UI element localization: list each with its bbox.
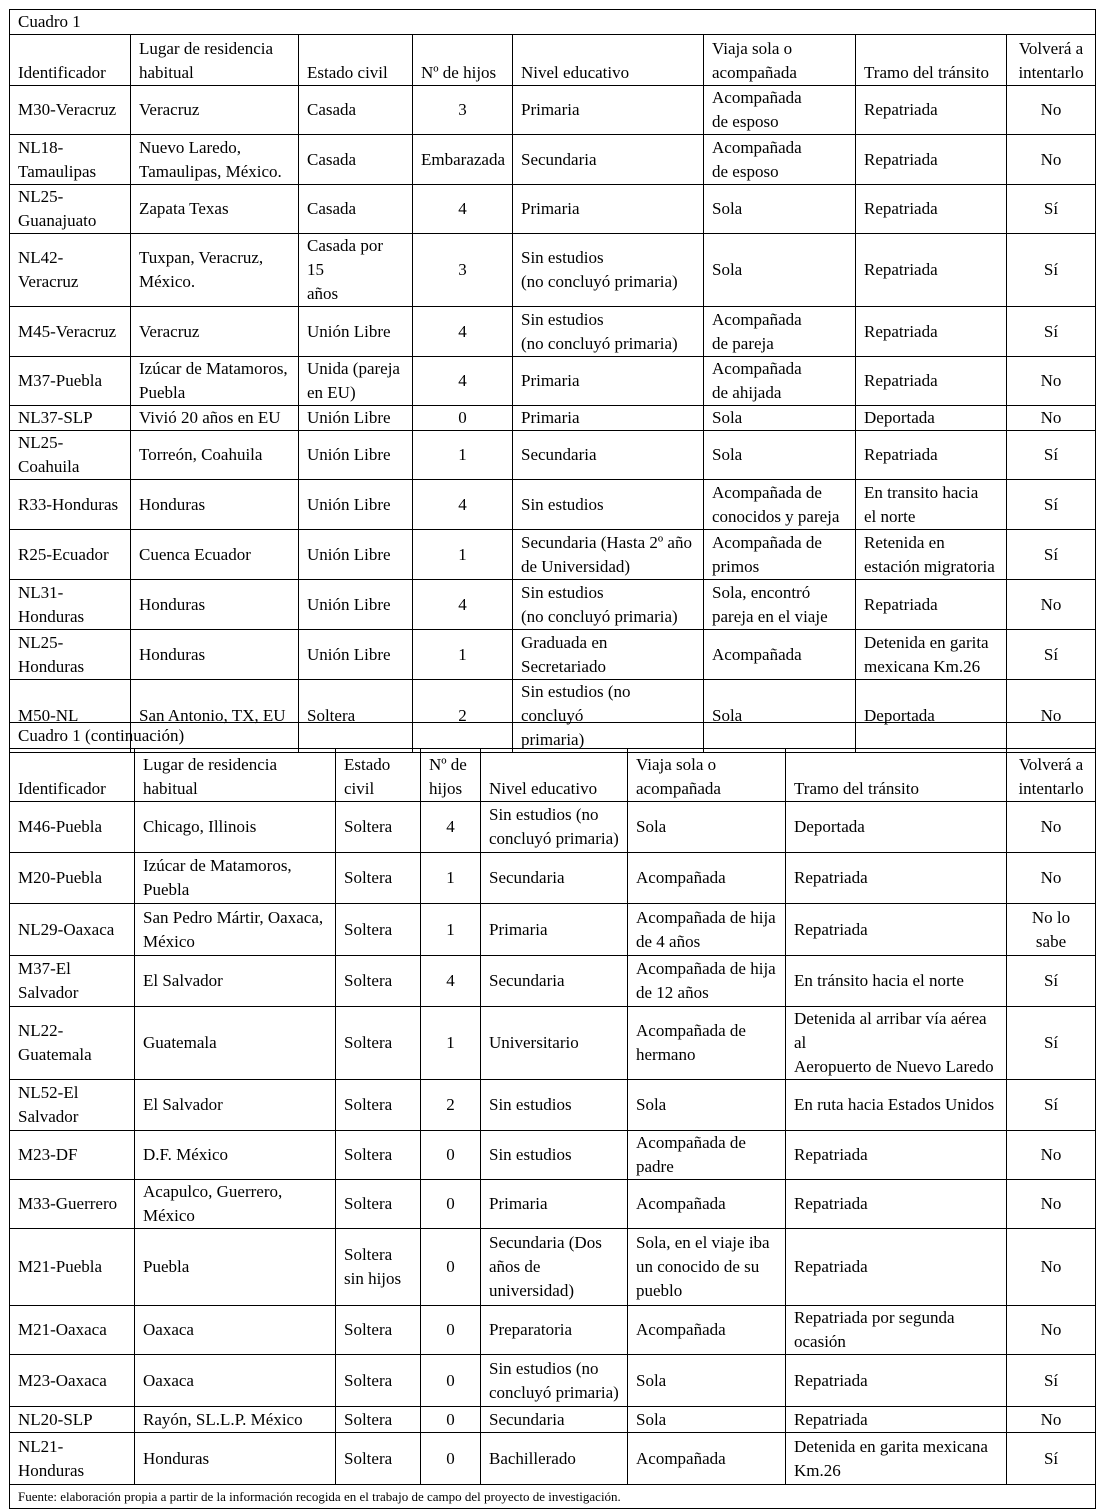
cell-num-hijos: 1 bbox=[413, 431, 513, 480]
cell-lugar-residencia: Acapulco, Guerrero, México bbox=[135, 1180, 336, 1229]
cell-nivel-educativo: Secundaria bbox=[481, 853, 628, 904]
cell-estado-civil: Soltera bbox=[336, 1306, 421, 1355]
table-row bbox=[10, 1080, 1096, 1131]
footnote: Fuente: elaboración propia a partir de la información recogida en el trabajo de campo del proyecto de investigación. bbox=[10, 1485, 1096, 1509]
header-tramo-transito: Tramo del tránsito bbox=[856, 35, 1007, 86]
cell-nivel-educativo: Sin estudios bbox=[481, 1131, 628, 1180]
cell-volvera-intentarlo: No bbox=[1007, 680, 1096, 753]
cell-volvera-intentarlo: No bbox=[1007, 406, 1096, 431]
cell-tramo-transito: Repatriada por segunda ocasión bbox=[786, 1306, 1007, 1355]
cell-tramo-transito: En transito hacia el norte bbox=[856, 480, 1007, 530]
cell-identificador: NL25- Guanajuato bbox=[10, 185, 131, 234]
cell-estado-civil: Unión Libre bbox=[299, 431, 413, 480]
table-row bbox=[10, 1229, 1096, 1306]
cell-lugar-residencia: Vivió 20 años en EU bbox=[131, 406, 299, 431]
cell-lugar-residencia: Chicago, Illinois bbox=[135, 802, 336, 853]
cell-num-hijos: 4 bbox=[413, 185, 513, 234]
header-estado-civil: Estado civil bbox=[336, 749, 421, 802]
cell-estado-civil: Soltera bbox=[336, 956, 421, 1007]
cell-identificador: M30-Veracruz bbox=[10, 86, 131, 135]
cell-tramo-transito: Deportada bbox=[786, 802, 1007, 853]
cell-volvera-intentarlo: No lo sabe bbox=[1007, 904, 1096, 956]
cell-viaja-sola-acompanada: Sola bbox=[628, 1080, 786, 1131]
cell-identificador: M23-DF bbox=[10, 1131, 135, 1180]
cell-nivel-educativo: Preparatoria bbox=[481, 1306, 628, 1355]
cell-viaja-sola-acompanada: Acompañada de padre bbox=[628, 1131, 786, 1180]
cell-viaja-sola-acompanada: Acompañada de hija de 4 años bbox=[628, 904, 786, 956]
cell-volvera-intentarlo: Sí bbox=[1007, 1433, 1096, 1485]
cell-tramo-transito: Repatriada bbox=[856, 135, 1007, 185]
cell-viaja-sola-acompanada: Acompañada de hija de 12 años bbox=[628, 956, 786, 1007]
cell-tramo-transito: Repatriada bbox=[856, 86, 1007, 135]
cell-lugar-residencia: Cuenca Ecuador bbox=[131, 530, 299, 580]
cell-volvera-intentarlo: Sí bbox=[1007, 1080, 1096, 1131]
cell-nivel-educativo: Secundaria bbox=[513, 431, 704, 480]
cell-lugar-residencia: Honduras bbox=[131, 580, 299, 630]
cell-lugar-residencia: Oaxaca bbox=[135, 1355, 336, 1407]
cell-nivel-educativo: Secundaria (Dos años de universidad) bbox=[481, 1229, 628, 1306]
cell-viaja-sola-acompanada: Acompañada bbox=[704, 630, 856, 680]
cell-estado-civil: Soltera bbox=[336, 1355, 421, 1407]
cell-viaja-sola-acompanada: Acompañada de primos bbox=[704, 530, 856, 580]
cell-volvera-intentarlo: No bbox=[1007, 1229, 1096, 1306]
cell-tramo-transito: En tránsito hacia el norte bbox=[786, 956, 1007, 1007]
table-title: Cuadro 1 bbox=[10, 10, 1096, 35]
cell-num-hijos: 0 bbox=[421, 1306, 481, 1355]
cell-identificador: M21-Oaxaca bbox=[10, 1306, 135, 1355]
cell-nivel-educativo: Sin estudios (no concluyó primaria) bbox=[513, 680, 704, 753]
table-row bbox=[10, 1355, 1096, 1407]
cuadro-1-continuacion-table bbox=[9, 722, 1096, 1509]
cell-estado-civil: Unión Libre bbox=[299, 630, 413, 680]
table-row bbox=[10, 1131, 1096, 1180]
cell-num-hijos: 2 bbox=[413, 680, 513, 753]
cell-viaja-sola-acompanada: Acompañada bbox=[628, 1180, 786, 1229]
cell-num-hijos: 4 bbox=[421, 956, 481, 1007]
cell-viaja-sola-acompanada: Sola bbox=[628, 1407, 786, 1433]
cell-identificador: M50-NL bbox=[10, 680, 131, 753]
table-row bbox=[10, 904, 1096, 956]
header-row bbox=[10, 749, 1096, 802]
cell-volvera-intentarlo: Sí bbox=[1007, 1355, 1096, 1407]
cell-identificador: M37-Puebla bbox=[10, 357, 131, 406]
cell-identificador: M20-Puebla bbox=[10, 853, 135, 904]
header-estado-civil: Estado civil bbox=[299, 35, 413, 86]
header-tramo-transito: Tramo del tránsito bbox=[786, 749, 1007, 802]
cell-nivel-educativo: Sin estudios (no concluyó primaria) bbox=[481, 802, 628, 853]
cell-viaja-sola-acompanada: Sola, encontró pareja en el viaje bbox=[704, 580, 856, 630]
cell-estado-civil: Casada por 15 años bbox=[299, 234, 413, 307]
cell-nivel-educativo: Secundaria bbox=[481, 1407, 628, 1433]
table-row bbox=[10, 630, 1096, 680]
cell-nivel-educativo: Primaria bbox=[513, 185, 704, 234]
cell-estado-civil: Soltera bbox=[336, 904, 421, 956]
cell-viaja-sola-acompanada: Sola bbox=[704, 406, 856, 431]
header-num-hijos: Nº de hijos bbox=[421, 749, 481, 802]
cell-viaja-sola-acompanada: Acompañada bbox=[628, 853, 786, 904]
cell-num-hijos: 3 bbox=[413, 86, 513, 135]
cell-viaja-sola-acompanada: Acompañada de ahijada bbox=[704, 357, 856, 406]
cell-nivel-educativo: Sin estudios bbox=[513, 480, 704, 530]
table-row bbox=[10, 1306, 1096, 1355]
header-volvera-intentarlo: Volverá a intentarlo bbox=[1007, 35, 1096, 86]
table-row bbox=[10, 1433, 1096, 1485]
cell-viaja-sola-acompanada: Sola bbox=[628, 802, 786, 853]
cell-identificador: M33-Guerrero bbox=[10, 1180, 135, 1229]
cell-estado-civil: Soltera bbox=[336, 1433, 421, 1485]
table-row bbox=[10, 1407, 1096, 1433]
cell-lugar-residencia: Torreón, Coahuila bbox=[131, 431, 299, 480]
cell-volvera-intentarlo: Sí bbox=[1007, 630, 1096, 680]
cell-num-hijos: 4 bbox=[413, 357, 513, 406]
cell-tramo-transito: Repatriada bbox=[786, 1407, 1007, 1433]
cell-identificador: M23-Oaxaca bbox=[10, 1355, 135, 1407]
table-row bbox=[10, 480, 1096, 530]
cell-identificador: M46-Puebla bbox=[10, 802, 135, 853]
header-identificador: Identificador bbox=[10, 749, 135, 802]
cell-lugar-residencia: Puebla bbox=[135, 1229, 336, 1306]
cell-lugar-residencia: Zapata Texas bbox=[131, 185, 299, 234]
cell-volvera-intentarlo: Sí bbox=[1007, 234, 1096, 307]
header-row bbox=[10, 35, 1096, 86]
cell-volvera-intentarlo: No bbox=[1007, 580, 1096, 630]
cell-nivel-educativo: Primaria bbox=[513, 86, 704, 135]
cell-estado-civil: Soltera bbox=[336, 853, 421, 904]
cell-viaja-sola-acompanada: Sola bbox=[704, 431, 856, 480]
cell-num-hijos: 1 bbox=[421, 1007, 481, 1080]
header-nivel-educativo: Nivel educativo bbox=[513, 35, 704, 86]
table-row bbox=[10, 86, 1096, 135]
cell-tramo-transito: Repatriada bbox=[786, 853, 1007, 904]
cell-estado-civil: Unión Libre bbox=[299, 530, 413, 580]
cell-num-hijos: 2 bbox=[421, 1080, 481, 1131]
cell-nivel-educativo: Primaria bbox=[481, 1180, 628, 1229]
header-viaja-sola-acompanada: Viaja sola o acompañada bbox=[628, 749, 786, 802]
cell-volvera-intentarlo: No bbox=[1007, 86, 1096, 135]
table-row bbox=[10, 431, 1096, 480]
cell-identificador: NL21-Honduras bbox=[10, 1433, 135, 1485]
cell-volvera-intentarlo: No bbox=[1007, 135, 1096, 185]
cell-identificador: NL18- Tamaulipas bbox=[10, 135, 131, 185]
cell-num-hijos: 4 bbox=[413, 480, 513, 530]
cell-viaja-sola-acompanada: Sola bbox=[704, 234, 856, 307]
cell-volvera-intentarlo: No bbox=[1007, 1131, 1096, 1180]
cell-lugar-residencia: El Salvador bbox=[135, 956, 336, 1007]
cell-lugar-residencia: San Antonio, TX, EU bbox=[131, 680, 299, 753]
header-lugar-residencia: Lugar de residencia habitual bbox=[131, 35, 299, 86]
cell-num-hijos: 1 bbox=[413, 630, 513, 680]
cell-nivel-educativo: Sin estudios (no concluyó primaria) bbox=[513, 580, 704, 630]
cell-volvera-intentarlo: No bbox=[1007, 802, 1096, 853]
cell-estado-civil: Unida (pareja en EU) bbox=[299, 357, 413, 406]
cell-lugar-residencia: Veracruz bbox=[131, 86, 299, 135]
cell-volvera-intentarlo: No bbox=[1007, 1180, 1096, 1229]
table-row bbox=[10, 135, 1096, 185]
cell-lugar-residencia: Veracruz bbox=[131, 307, 299, 357]
cell-nivel-educativo: Graduada en Secretariado bbox=[513, 630, 704, 680]
cell-num-hijos: 4 bbox=[413, 307, 513, 357]
cell-nivel-educativo: Primaria bbox=[481, 904, 628, 956]
cell-num-hijos: 0 bbox=[421, 1229, 481, 1306]
table-row bbox=[10, 802, 1096, 853]
cell-lugar-residencia: Nuevo Laredo, Tamaulipas, México. bbox=[131, 135, 299, 185]
cell-identificador: NL22- Guatemala bbox=[10, 1007, 135, 1080]
table-title-row bbox=[10, 723, 1096, 749]
cell-tramo-transito: En ruta hacia Estados Unidos bbox=[786, 1080, 1007, 1131]
cell-num-hijos: 1 bbox=[421, 904, 481, 956]
cell-volvera-intentarlo: No bbox=[1007, 1306, 1096, 1355]
cell-nivel-educativo: Bachillerado bbox=[481, 1433, 628, 1485]
cell-tramo-transito: Repatriada bbox=[856, 307, 1007, 357]
cell-identificador: NL20-SLP bbox=[10, 1407, 135, 1433]
cell-estado-civil: Unión Libre bbox=[299, 406, 413, 431]
cell-identificador: M45-Veracruz bbox=[10, 307, 131, 357]
cell-lugar-residencia: Tuxpan, Veracruz, México. bbox=[131, 234, 299, 307]
cell-identificador: R33-Honduras bbox=[10, 480, 131, 530]
cell-viaja-sola-acompanada: Acompañada de conocidos y pareja bbox=[704, 480, 856, 530]
cell-tramo-transito: Deportada bbox=[856, 406, 1007, 431]
cell-estado-civil: Soltera bbox=[336, 1080, 421, 1131]
cell-lugar-residencia: Izúcar de Matamoros, Puebla bbox=[135, 853, 336, 904]
cell-viaja-sola-acompanada: Acompañada de esposo bbox=[704, 86, 856, 135]
cell-viaja-sola-acompanada: Sola bbox=[704, 185, 856, 234]
table-row bbox=[10, 956, 1096, 1007]
cell-num-hijos: 0 bbox=[421, 1407, 481, 1433]
table-row bbox=[10, 406, 1096, 431]
cell-tramo-transito: Repatriada bbox=[786, 1180, 1007, 1229]
cell-viaja-sola-acompanada: Acompañada bbox=[628, 1306, 786, 1355]
cell-volvera-intentarlo: No bbox=[1007, 1407, 1096, 1433]
cell-identificador: NL25-Coahuila bbox=[10, 431, 131, 480]
cell-lugar-residencia: Honduras bbox=[131, 630, 299, 680]
cell-volvera-intentarlo: Sí bbox=[1007, 956, 1096, 1007]
cell-volvera-intentarlo: No bbox=[1007, 357, 1096, 406]
cell-estado-civil: Unión Libre bbox=[299, 580, 413, 630]
cell-tramo-transito: Repatriada bbox=[856, 185, 1007, 234]
cell-tramo-transito: Detenida al arribar vía aérea al Aeropuerto de Nuevo Laredo bbox=[786, 1007, 1007, 1080]
cell-lugar-residencia: Honduras bbox=[131, 480, 299, 530]
cell-viaja-sola-acompanada: Acompañada de pareja bbox=[704, 307, 856, 357]
cell-lugar-residencia: El Salvador bbox=[135, 1080, 336, 1131]
cell-tramo-transito: Repatriada bbox=[786, 1229, 1007, 1306]
table-row bbox=[10, 357, 1096, 406]
cell-nivel-educativo: Sin estudios (no concluyó primaria) bbox=[513, 234, 704, 307]
cell-volvera-intentarlo: Sí bbox=[1007, 307, 1096, 357]
table-row bbox=[10, 530, 1096, 580]
cell-lugar-residencia: Oaxaca bbox=[135, 1306, 336, 1355]
cell-viaja-sola-acompanada: Acompañada bbox=[628, 1433, 786, 1485]
cell-lugar-residencia: D.F. México bbox=[135, 1131, 336, 1180]
cell-nivel-educativo: Secundaria bbox=[481, 956, 628, 1007]
cell-viaja-sola-acompanada: Acompañada de esposo bbox=[704, 135, 856, 185]
cell-nivel-educativo: Primaria bbox=[513, 406, 704, 431]
cell-estado-civil: Soltera bbox=[299, 680, 413, 753]
cell-num-hijos: 0 bbox=[421, 1131, 481, 1180]
cell-estado-civil: Casada bbox=[299, 185, 413, 234]
cell-identificador: NL31- Honduras bbox=[10, 580, 131, 630]
header-viaja-sola-acompanada: Viaja sola o acompañada bbox=[704, 35, 856, 86]
cell-nivel-educativo: Sin estudios bbox=[481, 1080, 628, 1131]
cell-identificador: M21-Puebla bbox=[10, 1229, 135, 1306]
header-identificador: Identificador bbox=[10, 35, 131, 86]
cell-volvera-intentarlo: Sí bbox=[1007, 1007, 1096, 1080]
cell-num-hijos: 0 bbox=[421, 1180, 481, 1229]
cell-nivel-educativo: Primaria bbox=[513, 357, 704, 406]
cell-viaja-sola-acompanada: Sola bbox=[704, 680, 856, 753]
cell-nivel-educativo: Secundaria bbox=[513, 135, 704, 185]
cell-identificador: NL25- Honduras bbox=[10, 630, 131, 680]
table-row bbox=[10, 307, 1096, 357]
cell-tramo-transito: Retenida en estación migratoria bbox=[856, 530, 1007, 580]
cell-volvera-intentarlo: Sí bbox=[1007, 185, 1096, 234]
table-row bbox=[10, 1007, 1096, 1080]
cell-tramo-transito: Repatriada bbox=[786, 1355, 1007, 1407]
cell-tramo-transito: Repatriada bbox=[856, 580, 1007, 630]
table-row bbox=[10, 853, 1096, 904]
cell-nivel-educativo: Universitario bbox=[481, 1007, 628, 1080]
cell-estado-civil: Unión Libre bbox=[299, 480, 413, 530]
cell-num-hijos: 1 bbox=[421, 853, 481, 904]
cell-num-hijos: 4 bbox=[413, 580, 513, 630]
cell-estado-civil: Soltera bbox=[336, 1131, 421, 1180]
table-row bbox=[10, 185, 1096, 234]
header-volvera-intentarlo: Volverá a intentarlo bbox=[1007, 749, 1096, 802]
cell-lugar-residencia: Rayón, SL.L.P. México bbox=[135, 1407, 336, 1433]
cell-num-hijos: 0 bbox=[413, 406, 513, 431]
cell-estado-civil: Unión Libre bbox=[299, 307, 413, 357]
cell-num-hijos: Embarazada bbox=[413, 135, 513, 185]
table-title-row bbox=[10, 10, 1096, 35]
cell-estado-civil: Soltera bbox=[336, 1007, 421, 1080]
cell-tramo-transito: Repatriada bbox=[786, 904, 1007, 956]
table-title: Cuadro 1 (continuación) bbox=[10, 723, 1096, 749]
cell-tramo-transito: Repatriada bbox=[786, 1131, 1007, 1180]
cell-identificador: NL37-SLP bbox=[10, 406, 131, 431]
cell-identificador: M37-El Salvador bbox=[10, 956, 135, 1007]
cell-lugar-residencia: Izúcar de Matamoros, Puebla bbox=[131, 357, 299, 406]
table-row bbox=[10, 580, 1096, 630]
cell-tramo-transito: Detenida en garita mexicana Km.26 bbox=[786, 1433, 1007, 1485]
cell-nivel-educativo: Sin estudios (no concluyó primaria) bbox=[513, 307, 704, 357]
cell-estado-civil: Soltera sin hijos bbox=[336, 1229, 421, 1306]
cell-nivel-educativo: Secundaria (Hasta 2º año de Universidad) bbox=[513, 530, 704, 580]
cell-volvera-intentarlo: Sí bbox=[1007, 530, 1096, 580]
cell-viaja-sola-acompanada: Acompañada de hermano bbox=[628, 1007, 786, 1080]
cell-identificador: NL42- Veracruz bbox=[10, 234, 131, 307]
cell-estado-civil: Soltera bbox=[336, 1407, 421, 1433]
header-num-hijos: Nº de hijos bbox=[413, 35, 513, 86]
header-lugar-residencia: Lugar de residencia habitual bbox=[135, 749, 336, 802]
table-row bbox=[10, 1180, 1096, 1229]
header-nivel-educativo: Nivel educativo bbox=[481, 749, 628, 802]
cell-estado-civil: Soltera bbox=[336, 1180, 421, 1229]
cell-lugar-residencia: San Pedro Mártir, Oaxaca, México bbox=[135, 904, 336, 956]
cell-identificador: NL52-El Salvador bbox=[10, 1080, 135, 1131]
footnote-row bbox=[10, 1485, 1096, 1509]
cell-tramo-transito: Repatriada bbox=[856, 431, 1007, 480]
cell-estado-civil: Soltera bbox=[336, 802, 421, 853]
cell-volvera-intentarlo: No bbox=[1007, 853, 1096, 904]
cell-viaja-sola-acompanada: Sola, en el viaje iba un conocido de su pueblo bbox=[628, 1229, 786, 1306]
cell-num-hijos: 4 bbox=[421, 802, 481, 853]
cell-num-hijos: 1 bbox=[413, 530, 513, 580]
cell-estado-civil: Casada bbox=[299, 86, 413, 135]
cell-lugar-residencia: Guatemala bbox=[135, 1007, 336, 1080]
cell-estado-civil: Casada bbox=[299, 135, 413, 185]
cell-num-hijos: 3 bbox=[413, 234, 513, 307]
cell-tramo-transito: Detenida en garita mexicana Km.26 bbox=[856, 630, 1007, 680]
cell-identificador: R25-Ecuador bbox=[10, 530, 131, 580]
cell-tramo-transito: Repatriada bbox=[856, 357, 1007, 406]
cell-tramo-transito: Repatriada bbox=[856, 234, 1007, 307]
cuadro-1-table bbox=[9, 9, 1096, 753]
cell-num-hijos: 0 bbox=[421, 1355, 481, 1407]
cell-viaja-sola-acompanada: Sola bbox=[628, 1355, 786, 1407]
cell-nivel-educativo: Sin estudios (no concluyó primaria) bbox=[481, 1355, 628, 1407]
table-row bbox=[10, 234, 1096, 307]
cell-tramo-transito: Deportada bbox=[856, 680, 1007, 753]
cell-num-hijos: 0 bbox=[421, 1433, 481, 1485]
cell-volvera-intentarlo: Sí bbox=[1007, 431, 1096, 480]
cell-lugar-residencia: Honduras bbox=[135, 1433, 336, 1485]
cell-identificador: NL29-Oaxaca bbox=[10, 904, 135, 956]
cell-volvera-intentarlo: Sí bbox=[1007, 480, 1096, 530]
